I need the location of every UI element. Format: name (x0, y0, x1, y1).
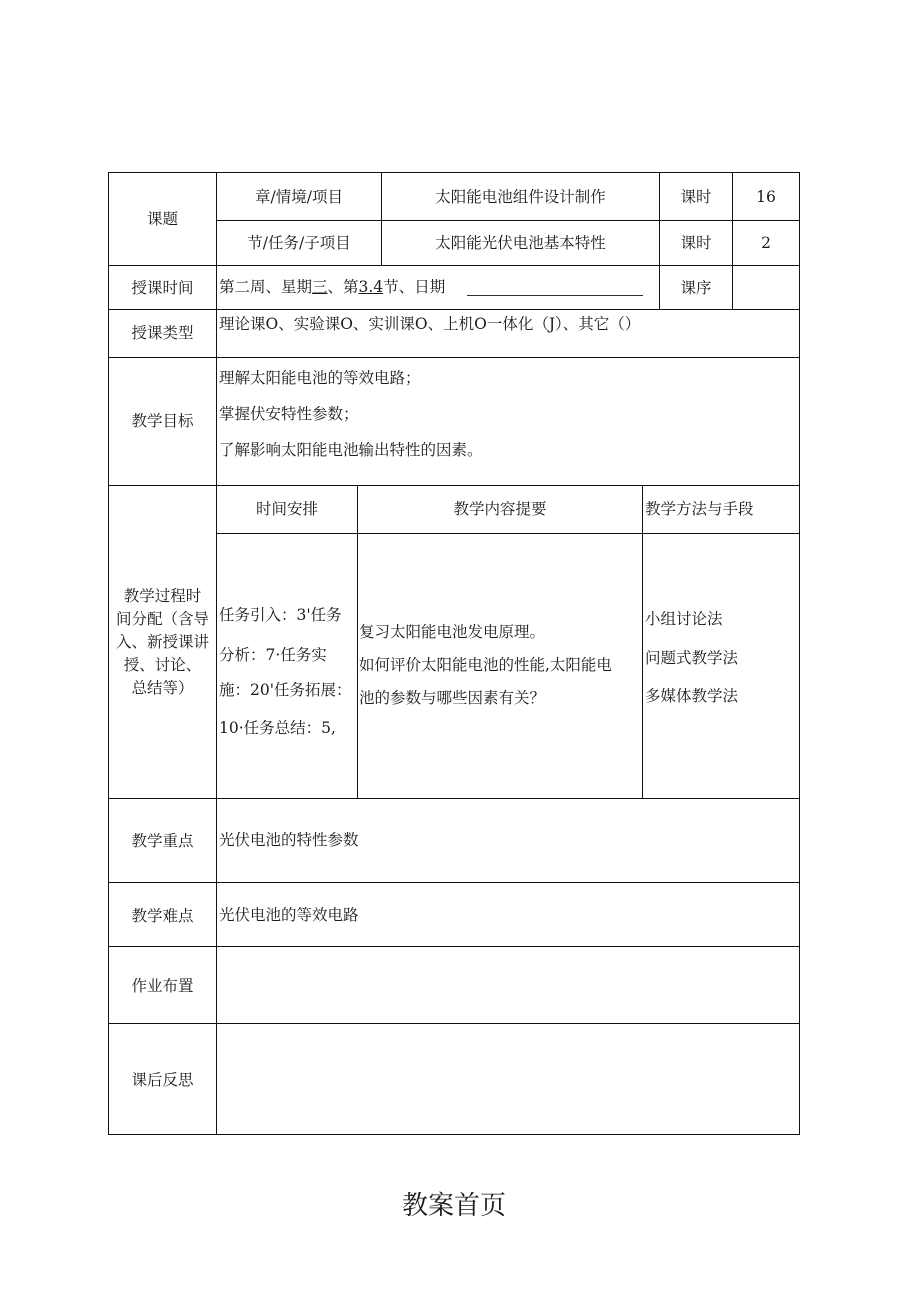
table-col-divider (642, 485, 643, 798)
method-line: 问题式教学法 (645, 649, 739, 667)
table-border-bottom (108, 1134, 800, 1135)
objective-item: 掌握伏安特性参数； (219, 405, 359, 423)
table-border-right (799, 172, 800, 1135)
schedule-mid: 、第 (327, 278, 359, 296)
process-label-line: 间分配（含导 (115, 610, 209, 628)
process-label-line: 教学过程时 (123, 587, 202, 605)
lesson-type-value: 理论课O、实验课O、实训课O、上机O一体化（J）、其它（） (219, 315, 641, 333)
section-label: 节/任务/子项目 (247, 234, 351, 252)
table-border-top (108, 172, 800, 173)
homework-label: 作业布置 (131, 977, 194, 995)
table-col-divider (357, 485, 358, 798)
process-label-line: 入、新授课讲 (115, 633, 209, 651)
section-value: 太阳能光伏电池基本特性 (435, 234, 606, 252)
schedule-periods: 3.4 (358, 278, 384, 296)
objectives-label: 教学目标 (131, 412, 194, 430)
content-line: 如何评价太阳能电池的性能,太阳能电 (359, 656, 612, 674)
time-line: 10·任务总结：5, (219, 719, 336, 737)
key-points-label: 教学重点 (131, 832, 194, 850)
table-rule (108, 946, 800, 947)
process-label-line: 授、讨论、 (123, 656, 202, 674)
hours-value-2: 2 (761, 234, 771, 252)
table-rule (108, 882, 800, 883)
order-label: 课序 (680, 279, 712, 297)
page-title: 教案首页 (401, 1191, 506, 1221)
key-points-value: 光伏电池的特性参数 (219, 831, 359, 849)
objective-item: 了解影响太阳能电池输出特性的因素。 (219, 441, 483, 459)
time-line: 施：20'任务拓展： (219, 681, 352, 699)
subject-label: 课题 (146, 210, 178, 228)
reflection-label: 课后反思 (131, 1071, 194, 1089)
col-header-time: 时间安排 (255, 500, 318, 518)
difficulties-label: 教学难点 (131, 907, 194, 925)
difficulties-value: 光伏电池的等效电路 (219, 906, 359, 924)
schedule-suffix: 节、日期 (383, 278, 446, 296)
hours-label-2: 课时 (680, 234, 712, 252)
table-rule (108, 265, 800, 266)
table-rule (108, 1023, 800, 1024)
col-header-content: 教学内容提要 (453, 500, 547, 518)
date-blank-line (467, 295, 643, 296)
content-line: 池的参数与哪些因素有关？ (359, 689, 546, 707)
table-rule (108, 485, 800, 486)
method-line: 多媒体教学法 (645, 687, 739, 705)
table-rule (108, 357, 800, 358)
table-col-divider (216, 172, 217, 1135)
chapter-value: 太阳能电池组件设计制作 (435, 188, 606, 206)
schedule-label: 授课时间 (131, 279, 194, 297)
table-rule (108, 798, 800, 799)
method-line: 小组讨论法 (645, 610, 723, 628)
chapter-label: 章/情境/项目 (255, 188, 343, 206)
table-rule (216, 533, 800, 534)
content-line: 复习太阳能电池发电原理。 (359, 623, 546, 641)
process-label-line: 总结等） (131, 679, 194, 697)
table-rule (216, 220, 800, 221)
schedule-weekday: 三 (312, 278, 328, 296)
time-line: 任务引入：3'任务 (219, 606, 342, 624)
schedule-prefix: 第二周、星期 (219, 278, 313, 296)
time-line: 分析：7·任务实 (219, 646, 327, 664)
schedule-value (219, 277, 445, 297)
hours-label-1: 课时 (680, 188, 712, 206)
hours-value-1: 16 (756, 188, 776, 206)
lesson-type-label: 授课类型 (131, 324, 194, 342)
col-header-method: 教学方法与手段 (645, 500, 754, 518)
objective-item: 理解太阳能电池的等效电路； (219, 369, 421, 387)
table-rule (108, 309, 800, 310)
